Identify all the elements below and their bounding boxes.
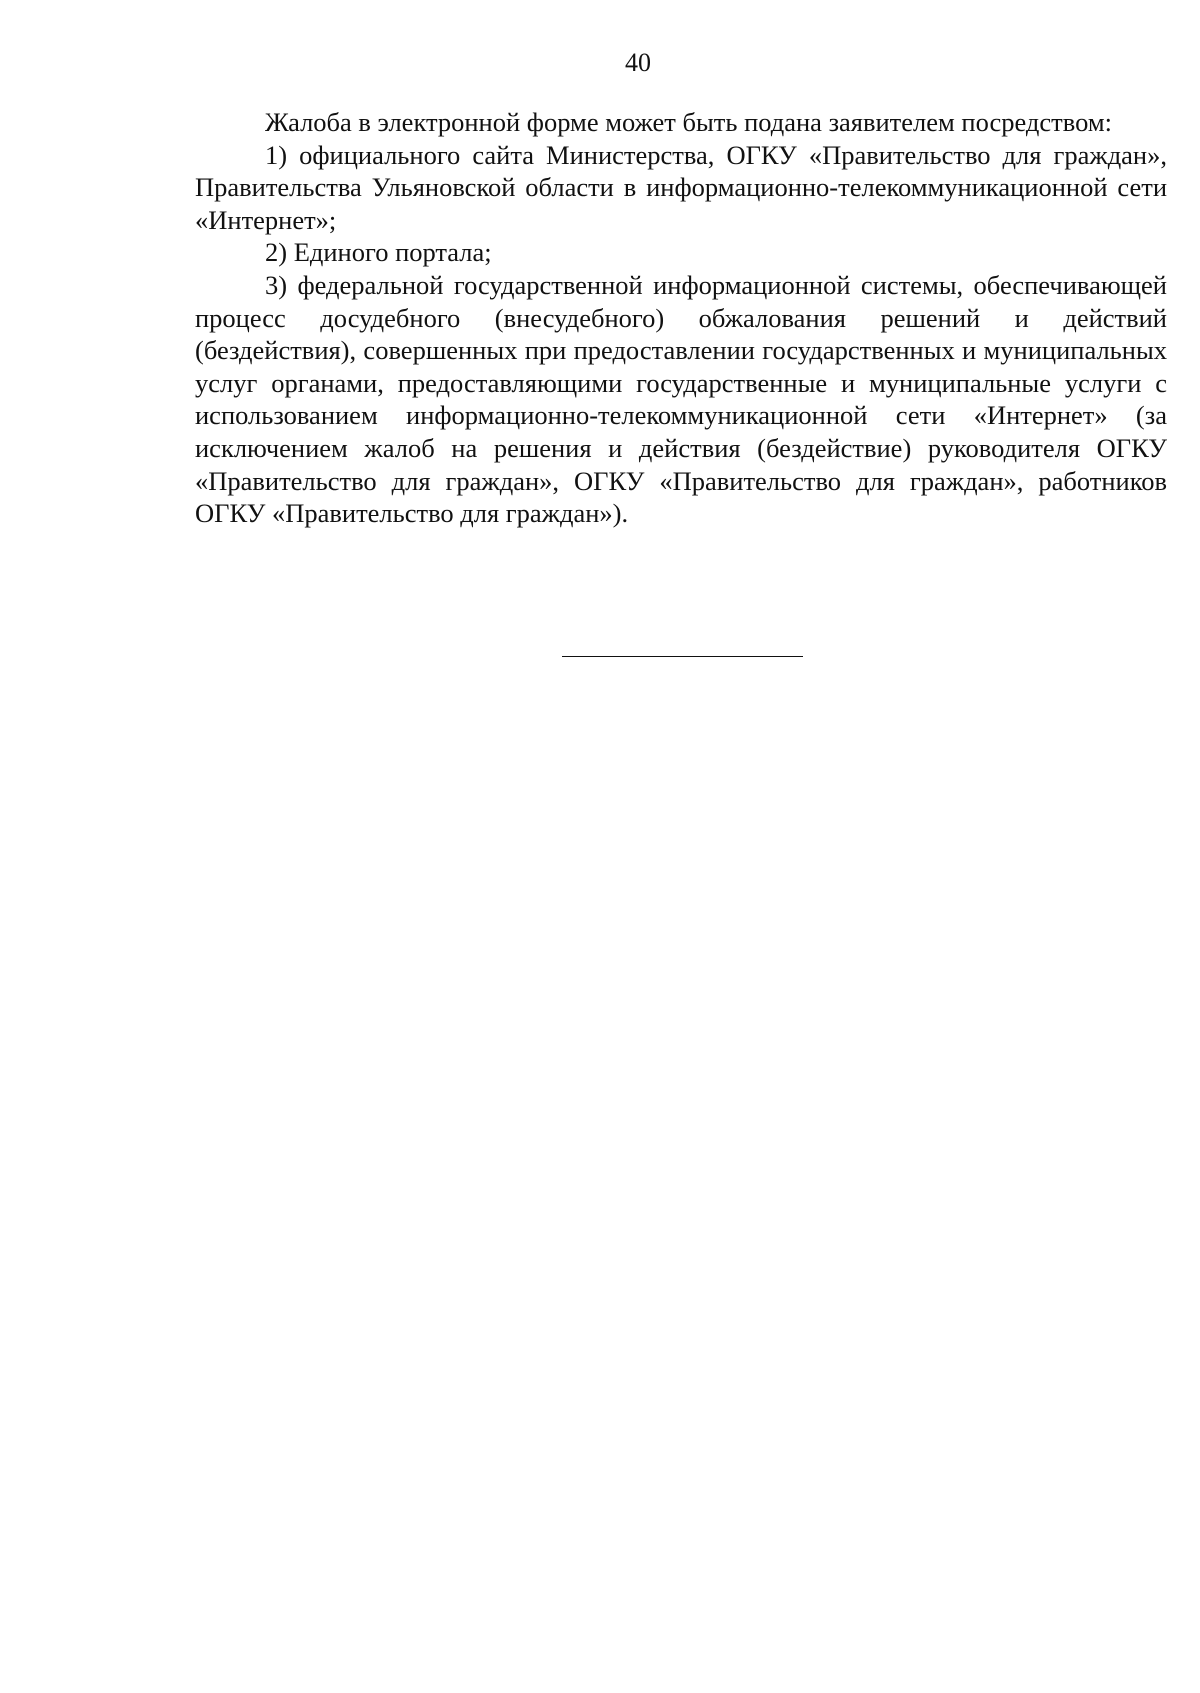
paragraph-intro: Жалоба в электронной форме может быть подана заявителем посредством: [265,107,1112,137]
list-item-single-portal: 2) Единого портала; [265,237,492,268]
page-number: 40 [625,48,651,77]
end-separator-line [562,656,803,657]
list-item-federal-system: 3) федеральной государственной информационной системы, обеспечивающей процесс досудебного (внесудебного) обжалования решений и действий (бездействия), совершенных при предоставлении государственных и муниципальных услуг органами, предоставляющими государственные и муниципальные услуги с использованием информационно-телекоммуникационной сети «Интернет» (за исключением жалоб на решения и действия (бездействие) руководителя ОГКУ «Правительство для граждан», ОГКУ «Правительство для граждан», работников ОГКУ «Правительство для граждан»). [195,269,1167,529]
list-item-official-site: 1) официального сайта Министерства, ОГКУ «Правительство для граждан», Правительства Ульяновской области в информационно-телекоммуникационной сети «Интернет»; [195,139,1167,235]
document-body [195,106,1167,530]
